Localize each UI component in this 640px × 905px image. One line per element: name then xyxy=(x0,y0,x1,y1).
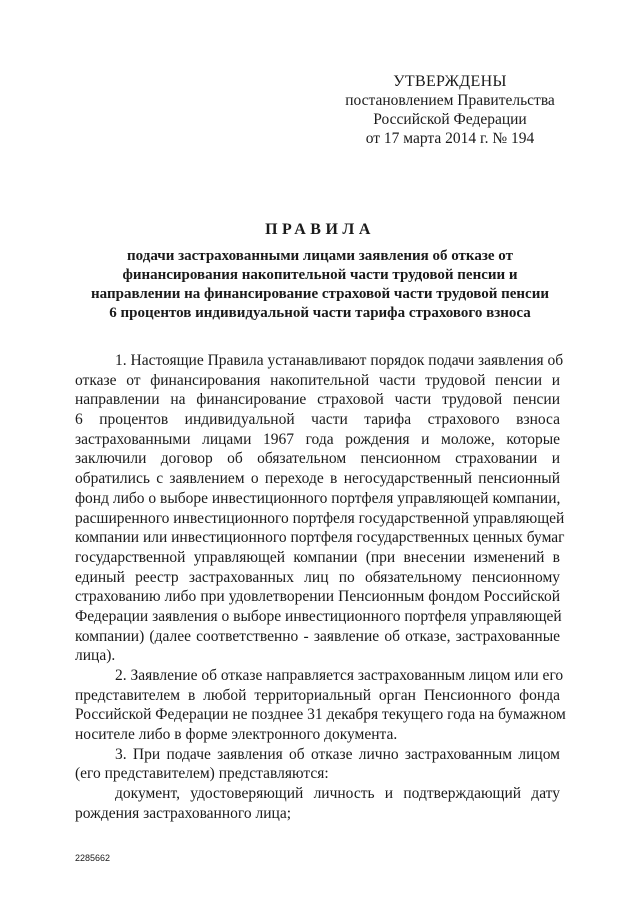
approval-stamp-block xyxy=(340,72,560,148)
paragraph-1-line: обратились с заявлением о переходе в негосударственный пенсионный xyxy=(75,470,560,488)
paragraph-1-line: застрахованными лицами 1967 года рождения и моложе, которые xyxy=(75,430,560,448)
paragraph-1-line: лица). xyxy=(75,647,116,665)
document-title: ПРАВИЛА xyxy=(265,221,375,238)
subtitle-line: направлении на финансирование страховой части трудовой пенсии xyxy=(91,286,549,302)
paragraph-1-line: компании) (далее соответственно - заявление об отказе, застрахованные xyxy=(75,627,560,645)
paragraph-1-line: заключили договор об обязательном пенсионном страховании и xyxy=(75,450,560,468)
paragraph-1-line: государственной управляющей компании (при внесении изменений в xyxy=(75,548,560,566)
approval-line-1: постановлением Правительства xyxy=(345,92,555,109)
paragraph-2-line: носителе либо в форме электронного документа. xyxy=(75,726,398,744)
paragraph-4-line: рождения застрахованного лица; xyxy=(75,804,292,822)
document-subtitle xyxy=(80,247,560,323)
paragraph-1-line: Федерации заявления о выборе инвестиционного портфеля управляющей xyxy=(75,607,562,625)
approval-line-2: Российской Федерации xyxy=(373,111,527,128)
paragraph-1-line: фонд либо о выборе инвестиционного портфеля управляющей компании, xyxy=(75,489,561,507)
document-code: 2285662 xyxy=(75,853,111,863)
paragraph-1-line: 1. Настоящие Правила устанавливают порядок подачи заявления об xyxy=(115,352,564,369)
paragraph-1-line: единый реестр застрахованных лиц по обязательному пенсионному xyxy=(75,568,560,586)
approval-heading: УТВЕРЖДЕНЫ xyxy=(393,73,507,90)
subtitle-line: подачи застрахованными лицами заявления об отказе от xyxy=(127,248,513,264)
subtitle-line: финансирования накопительной части трудовой пенсии и xyxy=(122,267,518,283)
paragraph-3-line: (его представителем) представляются: xyxy=(75,765,329,783)
paragraph-2-line: 2. Заявление об отказе направляется застрахованным лицом или его xyxy=(115,667,564,684)
paragraph-1-line: отказе от финансирования накопительной части трудовой пенсии и xyxy=(75,371,560,389)
paragraph-1-line: 6 процентов индивидуальной части тарифа страхового взноса xyxy=(75,411,560,429)
paragraph-2-line: представителем в любой территориальный орган Пенсионного фонда xyxy=(75,686,560,704)
paragraph-2-line: Российской Федерации не позднее 31 декабря текущего года на бумажном xyxy=(75,706,566,724)
paragraph-1-line: страхованию либо при удовлетворении Пенсионным фондом Российской xyxy=(75,588,560,606)
paragraph-1-line: расширенного инвестиционного портфеля государственной управляющей xyxy=(75,509,565,527)
paragraph-3-line: 3. При подаче заявления об отказе лично застрахованным лицом xyxy=(115,745,560,763)
document-body xyxy=(75,351,566,824)
subtitle-line: 6 процентов индивидуальной части тарифа страхового взноса xyxy=(109,305,531,321)
paragraph-1-line: компании или инвестиционного портфеля государственных ценных бумаг xyxy=(75,529,565,547)
paragraph-1-line: направлении на финансирование страховой части трудовой пенсии xyxy=(75,391,560,409)
paragraph-4-line: документ, удостоверяющий личность и подтверждающий дату xyxy=(115,785,560,803)
approval-line-3: от 17 марта 2014 г. № 194 xyxy=(365,130,535,147)
